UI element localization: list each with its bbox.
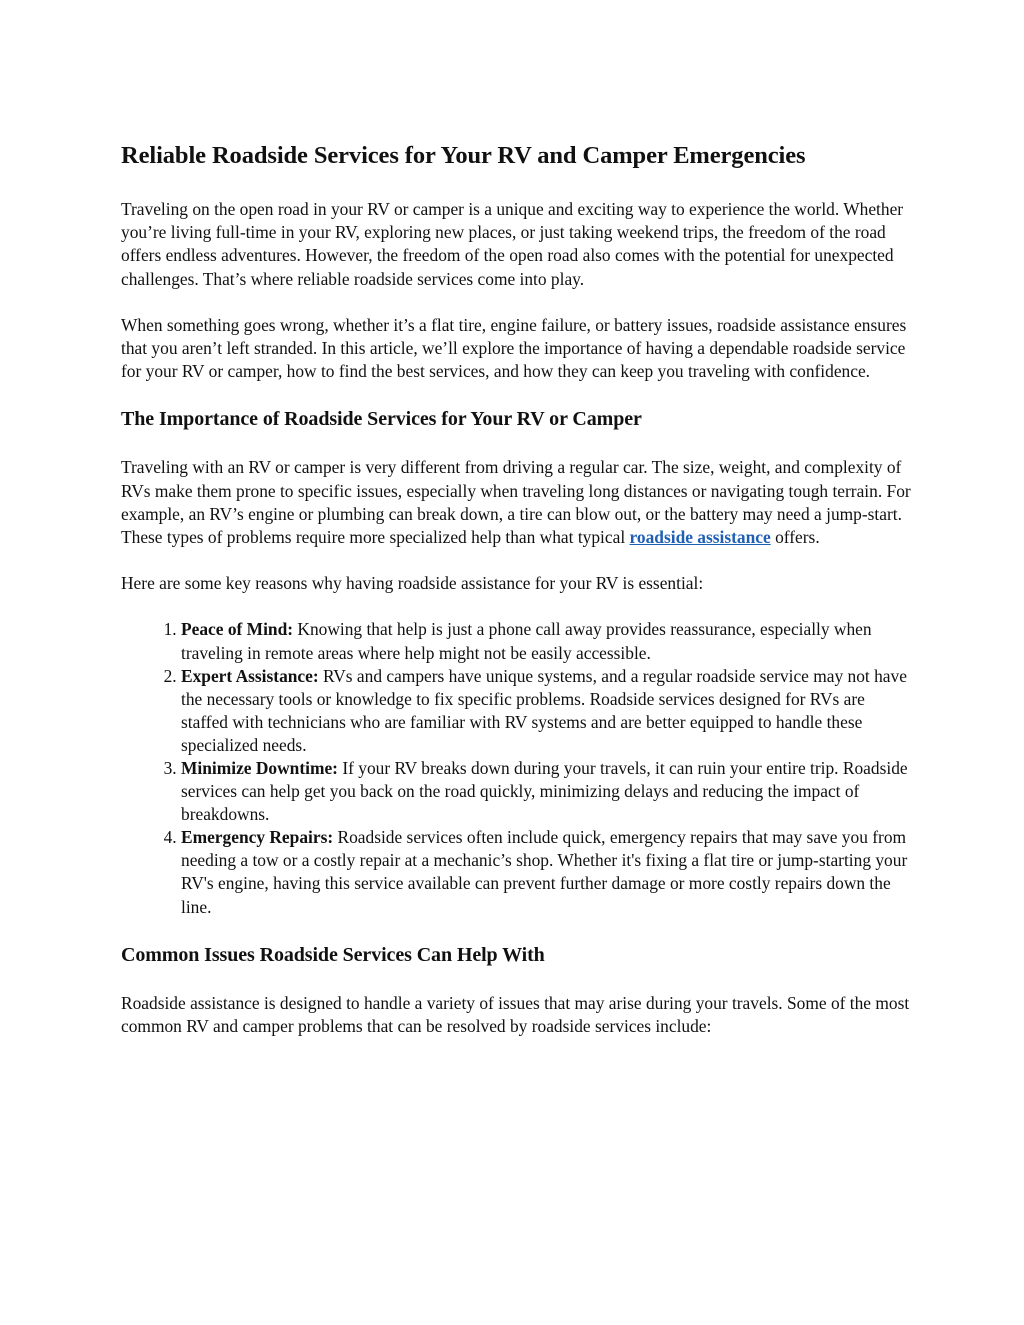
reason-text: Knowing that help is just a phone call away provides reassurance, especially when traveling in remote areas where help might not be easily accessible. [181, 619, 872, 663]
reason-text: If your RV breaks down during your travels, it can ruin your entire trip. Roadside services can help get you back on the road quickly, minimizing delays and reducing the impact of breakdowns. [181, 758, 908, 825]
importance-paragraph-1 [121, 456, 911, 549]
reason-label: Expert Assistance: [181, 665, 319, 686]
reason-label: Emergency Repairs: [181, 827, 334, 848]
importance-text-after-link: offers. [770, 527, 820, 548]
list-item [181, 757, 911, 826]
section-heading-importance: The Importance of Roadside Services for Your RV or Camper [121, 408, 642, 431]
reason-text: Roadside services often include quick, emergency repairs that may save you from needing a tow or a costly repair at a mechanic’s shop. Whether it's fixing a flat tire or jump-starting your RV's engine, having this service available can prevent further damage or more costly repairs down the line. [181, 827, 908, 917]
document-page [121, 140, 911, 1061]
roadside-assistance-link[interactable]: roadside assistance [629, 527, 771, 548]
list-item [181, 618, 911, 664]
reason-label: Peace of Mind: [181, 619, 294, 640]
page-title: Reliable Roadside Services for Your RV and Camper Emergencies [121, 142, 806, 169]
reasons-list [121, 618, 911, 918]
intro-paragraph-2: When something goes wrong, whether it’s a flat tire, engine failure, or battery issues, roadside assistance ensures that you aren’t left stranded. In this article, we’ll explore the importance of having a dependable roadside service for your RV or camper, how to find the best services, and how they can keep you traveling with confidence. [121, 314, 907, 382]
importance-paragraph-2: Here are some key reasons why having roadside assistance for your RV is essential: [121, 573, 704, 594]
reason-text: RVs and campers have unique systems, and a regular roadside service may not have the necessary tools or knowledge to fix specific problems. Roadside services designed for RVs are staffed with technicians who are familiar with RV systems and are better equipped to handle these specialized needs. [181, 665, 907, 755]
section-heading-common-issues: Common Issues Roadside Services Can Help With [121, 943, 545, 966]
importance-text-before-link: Traveling with an RV or camper is very different from driving a regular car. The size, weight, and complexity of RVs make them prone to specific issues, especially when traveling long distances or navigating tough terrain. For example, an RV’s engine or plumbing can break down, a tire can blow out, or the battery may need a jump-start. These types of problems require more specialized help than what typical [121, 457, 911, 548]
list-item [181, 826, 911, 918]
common-issues-paragraph: Roadside assistance is designed to handle a variety of issues that may arise during your travels. Some of the most common RV and camper problems that can be resolved by roadside services include: [121, 992, 910, 1036]
intro-paragraph-1: Traveling on the open road in your RV or camper is a unique and exciting way to experience the world. Whether you’re living full-time in your RV, exploring new places, or just taking weekend trips, the freedom of the road offers endless adventures. However, the freedom of the open road also comes with the potential for unexpected challenges. That’s where reliable roadside services come into play. [121, 199, 904, 289]
reason-label: Minimize Downtime: [181, 758, 338, 778]
list-item [181, 665, 911, 757]
